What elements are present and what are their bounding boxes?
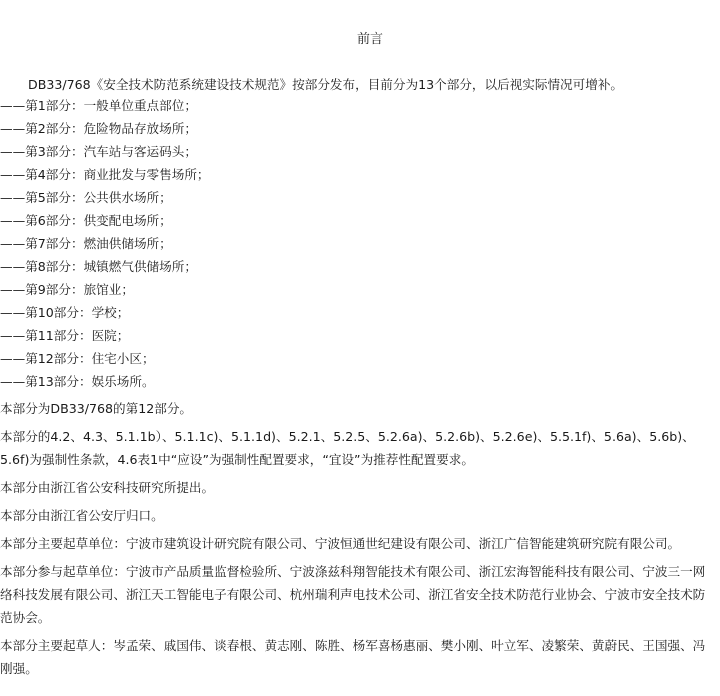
list-item: ——第5部分：公共供水场所；: [0, 190, 172, 205]
parts-list: [0, 97, 210, 396]
list-item: ——第1部分：一般单位重点部位；: [0, 98, 197, 113]
proposed-by-statement: 本部分由浙江省公安科技研究所提出。: [0, 480, 215, 495]
part-of-statement: 本部分为DB33/768的第12部分。: [0, 401, 193, 416]
list-item: ——第12部分：住宅小区；: [0, 351, 155, 366]
statements-block: [0, 397, 718, 685]
list-item: ——第3部分：汽车站与客运码头；: [0, 144, 197, 159]
managed-by-statement: 本部分由浙江省公安厅归口。: [0, 508, 164, 523]
list-item: ——第8部分：城镇燃气供储场所；: [0, 259, 197, 274]
list-item: ——第11部分：医院；: [0, 328, 130, 343]
list-item: ——第7部分：燃油供储场所；: [0, 236, 172, 251]
main-drafting-units-statement: 本部分主要起草单位：宁波市建筑设计研究院有限公司、宁波恒通世纪建设有限公司、浙江广信智能建筑研究院有限公司。: [0, 536, 681, 551]
list-item: ——第10部分：学校；: [0, 305, 130, 320]
list-item: ——第6部分：供变配电场所；: [0, 213, 172, 228]
participating-units-statement: 本部分参与起草单位：宁波市产品质量监督检验所、宁波涤兹科翔智能技术有限公司、浙江宏海智能科技有限公司、宁波三一网络科技发展有限公司、浙江天工智能电子有限公司、杭州瑞利声电技术公司、浙江省安全技术防范行业协会、宁波市安全技术防范协会。: [0, 564, 706, 625]
mandatory-clauses-statement: 本部分的4.2、4.3、5.1.1b）、5.1.1c)、5.1.1d)、5.2.1、5.2.5、5.2.6a)、5.2.6b)、5.2.6e)、5.5.1f)、5.6a)、5.6b)、5.6f)为强制性条款，4.6表1中“应设”为强制性配置要求，“宜设”为推荐性配置要求。: [0, 429, 695, 467]
drafters-statement: 本部分主要起草人：岑孟荣、戚国伟、谈春根、黄志刚、陈胜、杨军喜杨惠丽、樊小刚、叶立军、凌繁荣、黄蔚民、王国强、冯刚强。: [0, 638, 706, 676]
list-item: ——第9部分：旅馆业；: [0, 282, 134, 297]
list-item: ——第2部分：危险物品存放场所；: [0, 121, 197, 136]
intro-paragraph: DB33/768《安全技术防范系统建设技术规范》按部分发布，目前分为13个部分，以后视实际情况可增补。: [28, 77, 624, 92]
list-item: ——第13部分：娱乐场所。: [0, 374, 155, 389]
page-title: 前言: [356, 32, 383, 47]
list-item: ——第4部分：商业批发与零售场所；: [0, 167, 210, 182]
